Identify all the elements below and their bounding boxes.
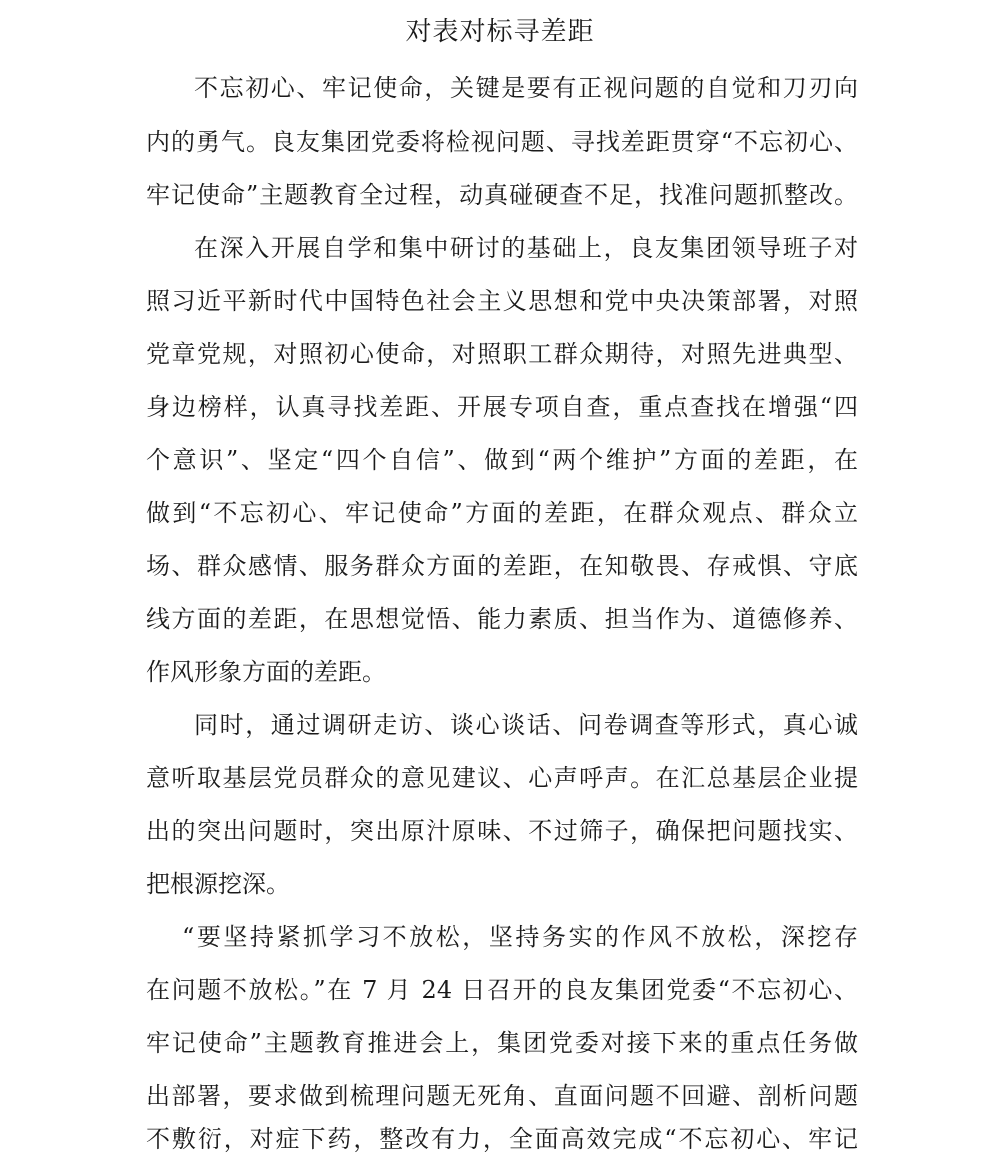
text-line: 场、群众感情、服务群众方面的差距，在知敬畏、存戒惧、守底 (146, 552, 858, 580)
text-line: “要坚持紧抓学习不放松，坚持务实的作风不放松，深挖存 (182, 923, 858, 951)
text-line: 出的突出问题时，突出原汁原味、不过筛子，确保把问题找实、 (146, 817, 858, 845)
text-line: 牢记使命”主题教育推进会上，集团党委对接下来的重点任务做 (146, 1029, 858, 1057)
text-line: 照习近平新时代中国特色社会主义思想和党中央决策部署，对照 (146, 287, 858, 315)
text-line: 做到“不忘初心、牢记使命”方面的差距，在群众观点、群众立 (146, 499, 858, 527)
text-line: 意听取基层党员群众的意见建议、心声呼声。在汇总基层企业提 (146, 764, 858, 792)
text-line: 身边榜样，认真寻找差距、开展专项自查，重点查找在增强“四 (146, 393, 858, 421)
text-line: 同时，通过调研走访、谈心谈话、问卷调查等形式，真心诚 (194, 711, 858, 739)
text-line: 在深入开展自学和集中研讨的基础上，良友集团领导班子对 (194, 234, 858, 262)
text-line: 不敷衍，对症下药，整改有力，全面高效完成“不忘初心、牢记 (146, 1125, 858, 1153)
document-title: 对表对标寻差距 (405, 17, 595, 47)
text-line: 不忘初心、牢记使命，关键是要有正视问题的自觉和刀刃向 (194, 74, 858, 102)
text-line: 在问题不放松。”在 7 月 24 日召开的良友集团党委“不忘初心、 (146, 976, 858, 1004)
text-line: 线方面的差距，在思想觉悟、能力素质、担当作为、道德修养、 (146, 605, 858, 633)
text-line: 作风形象方面的差距。 (146, 658, 386, 686)
text-line: 出部署，要求做到梳理问题无死角、直面问题不回避、剖析问题 (146, 1082, 858, 1110)
text-line: 党章党规，对照初心使命，对照职工群众期待，对照先进典型、 (146, 340, 858, 368)
text-line: 个意识”、坚定“四个自信”、做到“两个维护”方面的差距，在 (146, 446, 858, 474)
text-line: 内的勇气。良友集团党委将检视问题、寻找差距贯穿“不忘初心、 (146, 128, 858, 156)
text-line: 把根源挖深。 (146, 870, 290, 898)
text-line: 牢记使命”主题教育全过程，动真碰硬查不足，找准问题抓整改。 (146, 181, 858, 209)
